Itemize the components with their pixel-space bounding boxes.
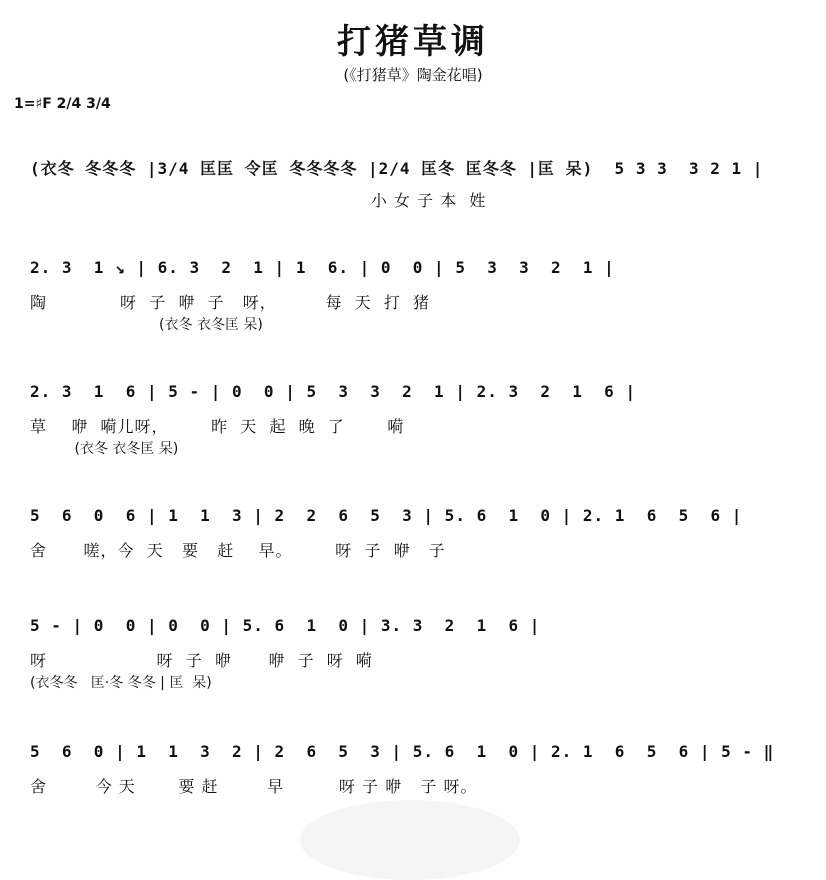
lyrics-line: 小 女 子 本 姓	[30, 191, 487, 210]
lyrics-line: 舍 今 天 要 赶 早 呀 子 咿 子 呀。	[30, 777, 478, 796]
percussion-line: (衣冬 衣冬匡 呆)	[30, 441, 179, 457]
score-row	[0, 258, 826, 378]
song-subtitle: (《打猪草》陶金花唱)	[343, 66, 483, 84]
score-row	[0, 506, 826, 626]
percussion-line: (衣冬冬 匡·冬 冬冬 | 匡 呆)	[30, 675, 212, 691]
notes-line: 5 6 0 6 | 1 1 3 | 2 2 6 5 3 | 5. 6 1 0 | 2. 1 6 5 6 |	[30, 506, 743, 525]
lyrics-line: 呀 呀 子 咿 咿 子 呀 嗬	[30, 651, 373, 670]
watermark	[300, 800, 520, 880]
notes-line: 2. 3 1 ↘ | 6. 3 2 1 | 1 6. | 0 0 | 5 3 3 2 1 |	[30, 258, 615, 277]
notes-line: 5 6 0 | 1 1 3 2 | 2 6 5 3 | 5. 6 1 0 | 2. 1 6 5 6 | 5 - ‖	[30, 742, 775, 761]
notes-line: 5 - | 0 0 | 0 0 | 5. 6 1 0 | 3. 3 2 1 6 |	[30, 616, 541, 635]
score-row	[0, 616, 826, 736]
lyrics-line: 舍 嗟，今 天 要 赶 早。 呀 子 咿 子	[30, 541, 446, 560]
notes-line: (衣冬 冬冬冬 |3/4 匡匡 令匡 冬冬冬冬 |2/4 匡冬 匡冬冬 |匡 呆) 5 3 3 3 2 1 |	[30, 159, 764, 178]
notes-line: 2. 3 1 6 | 5 - | 0 0 | 5 3 3 2 1 | 2. 3 2 1 6 |	[30, 382, 637, 401]
key-signature: 1=♯F 2/4 3/4	[14, 96, 111, 112]
song-title: 打猪草调	[337, 22, 489, 62]
percussion-line: (衣冬 衣冬匡 呆)	[30, 317, 263, 333]
score-row	[0, 382, 826, 502]
lyrics-line: 陶 呀 子 咿 子 呀， 每 天 打 猪	[30, 293, 431, 312]
lyrics-line: 草 咿 嗬儿呀， 昨 天 起 晚 了 嗬	[30, 417, 405, 436]
